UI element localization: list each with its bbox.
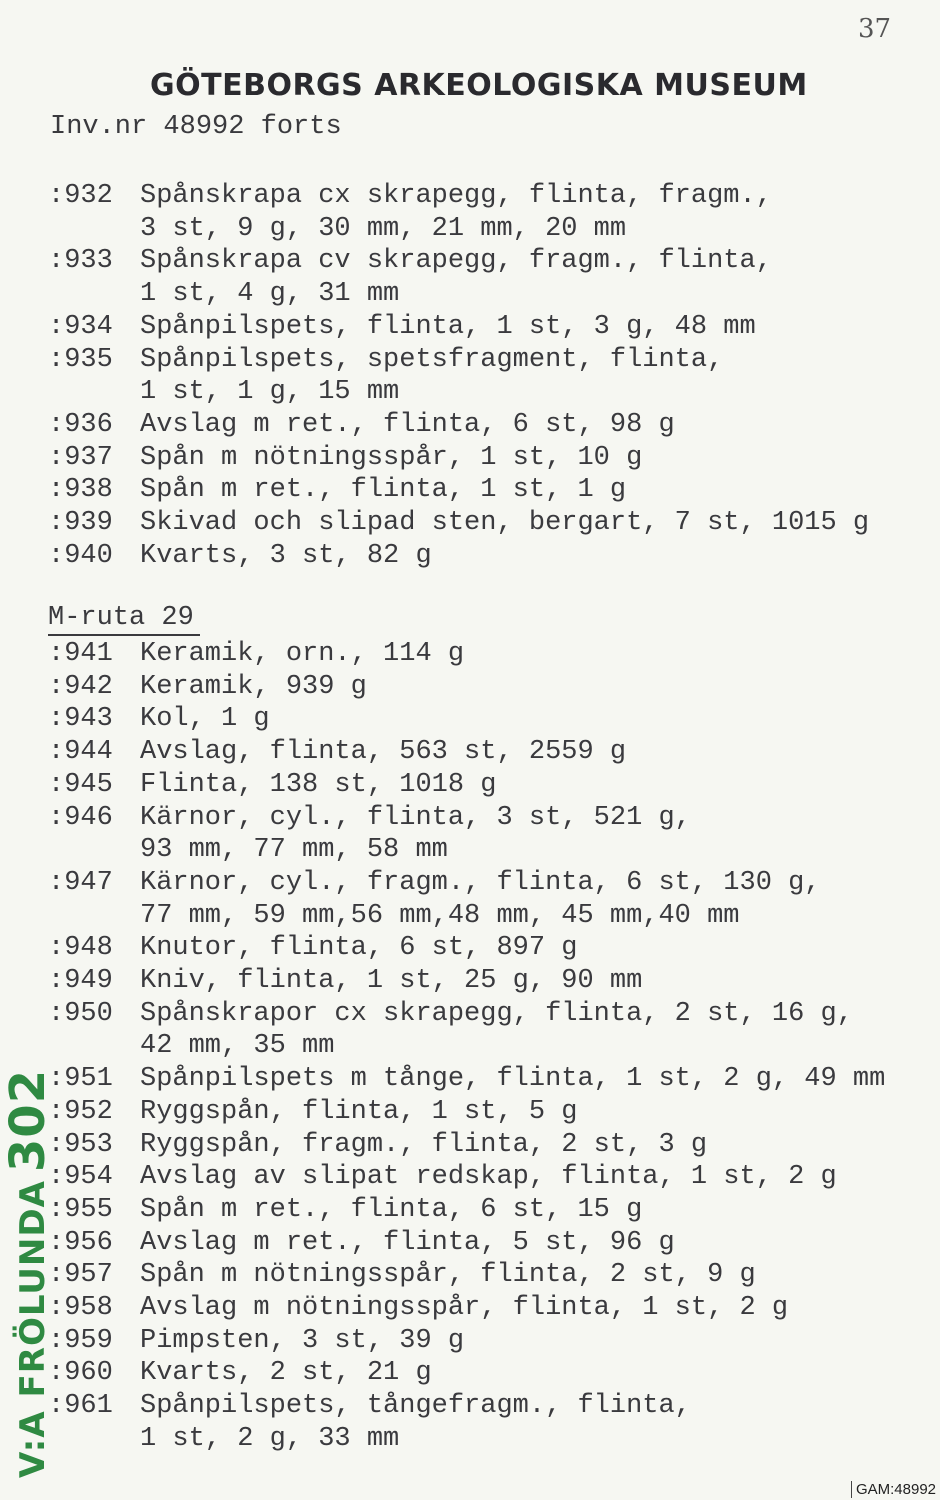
catalog-entry-row [48,1096,577,1128]
catalog-entry-row [48,736,626,768]
catalog-entry-row [48,671,367,703]
entry-number: :948 [48,933,113,964]
entry-description: Spån m nötningsspår, 1 st, 10 g [140,442,643,473]
entry-number: :933 [48,246,113,277]
entry-description: Kvarts, 2 st, 21 g [140,1358,432,1389]
entry-number: :947 [48,867,113,898]
catalog-entry-row [48,278,399,310]
entry-description: Spånpilspets, tångefragm., flinta, [140,1391,691,1422]
entry-number: :959 [48,1325,113,1356]
entry-description: Skivad och slipad sten, bergart, 7 st, 1015 g [140,508,870,538]
catalog-entry-row [48,769,496,801]
entry-number: :958 [48,1293,113,1323]
entry-description: Keramik, 939 g [140,671,367,702]
entry-description: Spånskrapor cx skrapegg, flinta, 2 st, 16 g, [140,998,853,1029]
entry-number: :937 [48,442,113,473]
catalog-entry-row [48,1194,642,1226]
entry-number: :945 [48,769,113,800]
entry-number: :940 [48,540,113,571]
entry-description: Spånskrapa cx skrapegg, flinta, fragm., [140,181,772,211]
catalog-entry-row [48,507,869,539]
site-stamp-number: 302 [0,1068,56,1173]
entry-number: :950 [48,998,113,1029]
catalog-entry-row [48,867,821,899]
entry-description: 77 mm, 59 mm,56 mm,48 mm, 45 mm,40 mm [140,900,740,931]
entry-description: Ryggspån, flinta, 1 st, 5 g [140,1096,578,1127]
museum-heading: GÖTEBORGS ARKEOLOGISKA MUSEUM [150,68,808,103]
site-stamp [0,1069,56,1478]
catalog-entry-row [48,1227,675,1259]
catalog-entry-row [48,802,691,834]
entry-number: :946 [48,802,113,833]
catalog-entry-row [48,1161,837,1193]
entry-number: :949 [48,966,113,996]
catalog-entry-row [48,311,756,343]
entry-number: :960 [48,1358,113,1389]
entry-number: :957 [48,1260,113,1291]
catalog-entry-row [48,1292,788,1324]
entry-description: 42 mm, 35 mm [140,1031,335,1062]
page-number: 37 [858,14,892,44]
catalog-entry-row [48,1030,334,1062]
catalog-entry-row [48,180,772,212]
entry-description: Kniv, flinta, 1 st, 25 g, 90 mm [140,966,643,996]
entry-description: Pimpsten, 3 st, 39 g [140,1325,465,1356]
catalog-code: GAM:48992 [851,1481,936,1498]
entry-description: Spån m nötningsspår, flinta, 2 st, 9 g [140,1260,756,1291]
entry-description: 1 st, 1 g, 15 mm [140,377,400,408]
entry-number: :954 [48,1162,113,1193]
entry-description: Spånskrapa cv skrapegg, fragm., flinta, [140,246,772,277]
catalog-entry-row [48,442,642,474]
catalog-entry-row [48,540,432,572]
entry-description: Avslag m ret., flinta, 5 st, 96 g [140,1227,675,1258]
entry-number: :952 [48,1096,113,1127]
entry-description: Spån m ret., flinta, 6 st, 15 g [140,1194,643,1225]
catalog-entry-row [48,245,772,277]
catalog-entry-row [48,409,675,441]
entry-description: Kärnor, cyl., flinta, 3 st, 521 g, [140,802,691,833]
entry-number: :951 [48,1064,113,1095]
catalog-entry-row [48,1325,464,1357]
entry-description: Avslag m nötningsspår, flinta, 1 st, 2 g [140,1293,789,1323]
entry-description: Keramik, orn., 114 g [140,639,465,669]
entry-description: Spån m ret., flinta, 1 st, 1 g [140,475,627,506]
entry-number: :934 [48,311,113,342]
entry-description: Avslag, flinta, 563 st, 2559 g [140,737,627,768]
entry-description: Spånpilspets, spetsfragment, flinta, [140,344,724,375]
entry-number: :956 [48,1227,113,1258]
entry-number: :961 [48,1391,113,1422]
entry-number: :936 [48,409,113,440]
entry-number: :943 [48,704,113,735]
entry-number: :955 [48,1194,113,1225]
entry-number: :932 [48,181,113,211]
catalog-entry-row [48,932,577,964]
catalog-entry-row [48,1357,432,1389]
entry-description: Avslag m ret., flinta, 6 st, 98 g [140,409,675,440]
catalog-entry-row [48,1390,691,1422]
entry-number: :941 [48,639,113,669]
catalog-entry-row [48,1063,885,1095]
entry-description: Spånpilspets m tånge, flinta, 1 st, 2 g, 49 mm [140,1064,886,1095]
entry-number: :942 [48,671,113,702]
entry-description: Spånpilspets, flinta, 1 st, 3 g, 48 mm [140,311,756,342]
catalog-entry-row [48,1129,707,1161]
catalog-entry-row [48,1259,756,1291]
catalog-entry-row [48,376,399,408]
catalog-entry-row [48,834,448,866]
catalog-entry-row [48,998,853,1030]
entry-description: Kvarts, 3 st, 82 g [140,540,432,571]
entry-number: :944 [48,737,113,768]
entry-description: Knutor, flinta, 6 st, 897 g [140,933,578,964]
site-stamp-text: V:A FRÖLUNDA [13,1180,53,1478]
entry-description: Ryggspån, fragm., flinta, 2 st, 3 g [140,1129,708,1160]
entry-number: :953 [48,1129,113,1160]
entry-description: Avslag av slipat redskap, flinta, 1 st, 2 g [140,1162,837,1193]
catalog-entry-row [48,965,642,997]
section-label-m-ruta: M-ruta 29 [48,602,200,636]
entry-description: Kärnor, cyl., fragm., flinta, 6 st, 130 g, [140,867,821,898]
catalog-entry-row [48,213,626,245]
entry-number: :935 [48,344,113,375]
catalog-entry-row [48,1423,399,1455]
entry-description: 1 st, 2 g, 33 mm [140,1423,400,1454]
catalog-entry-row [48,900,740,932]
entry-description: 1 st, 4 g, 31 mm [140,279,400,310]
catalog-entry-row [48,638,464,670]
inventory-number-line: Inv.nr 48992 forts [50,112,342,142]
entry-number: :938 [48,475,113,506]
entry-number: :939 [48,508,113,538]
entry-description: Flinta, 138 st, 1018 g [140,769,497,800]
catalog-entry-row [48,344,723,376]
catalog-entry-row [48,703,270,735]
entry-description: Kol, 1 g [140,704,270,735]
catalog-entry-row [48,474,626,506]
entry-description: 93 mm, 77 mm, 58 mm [140,835,448,866]
entry-description: 3 st, 9 g, 30 mm, 21 mm, 20 mm [140,213,627,244]
